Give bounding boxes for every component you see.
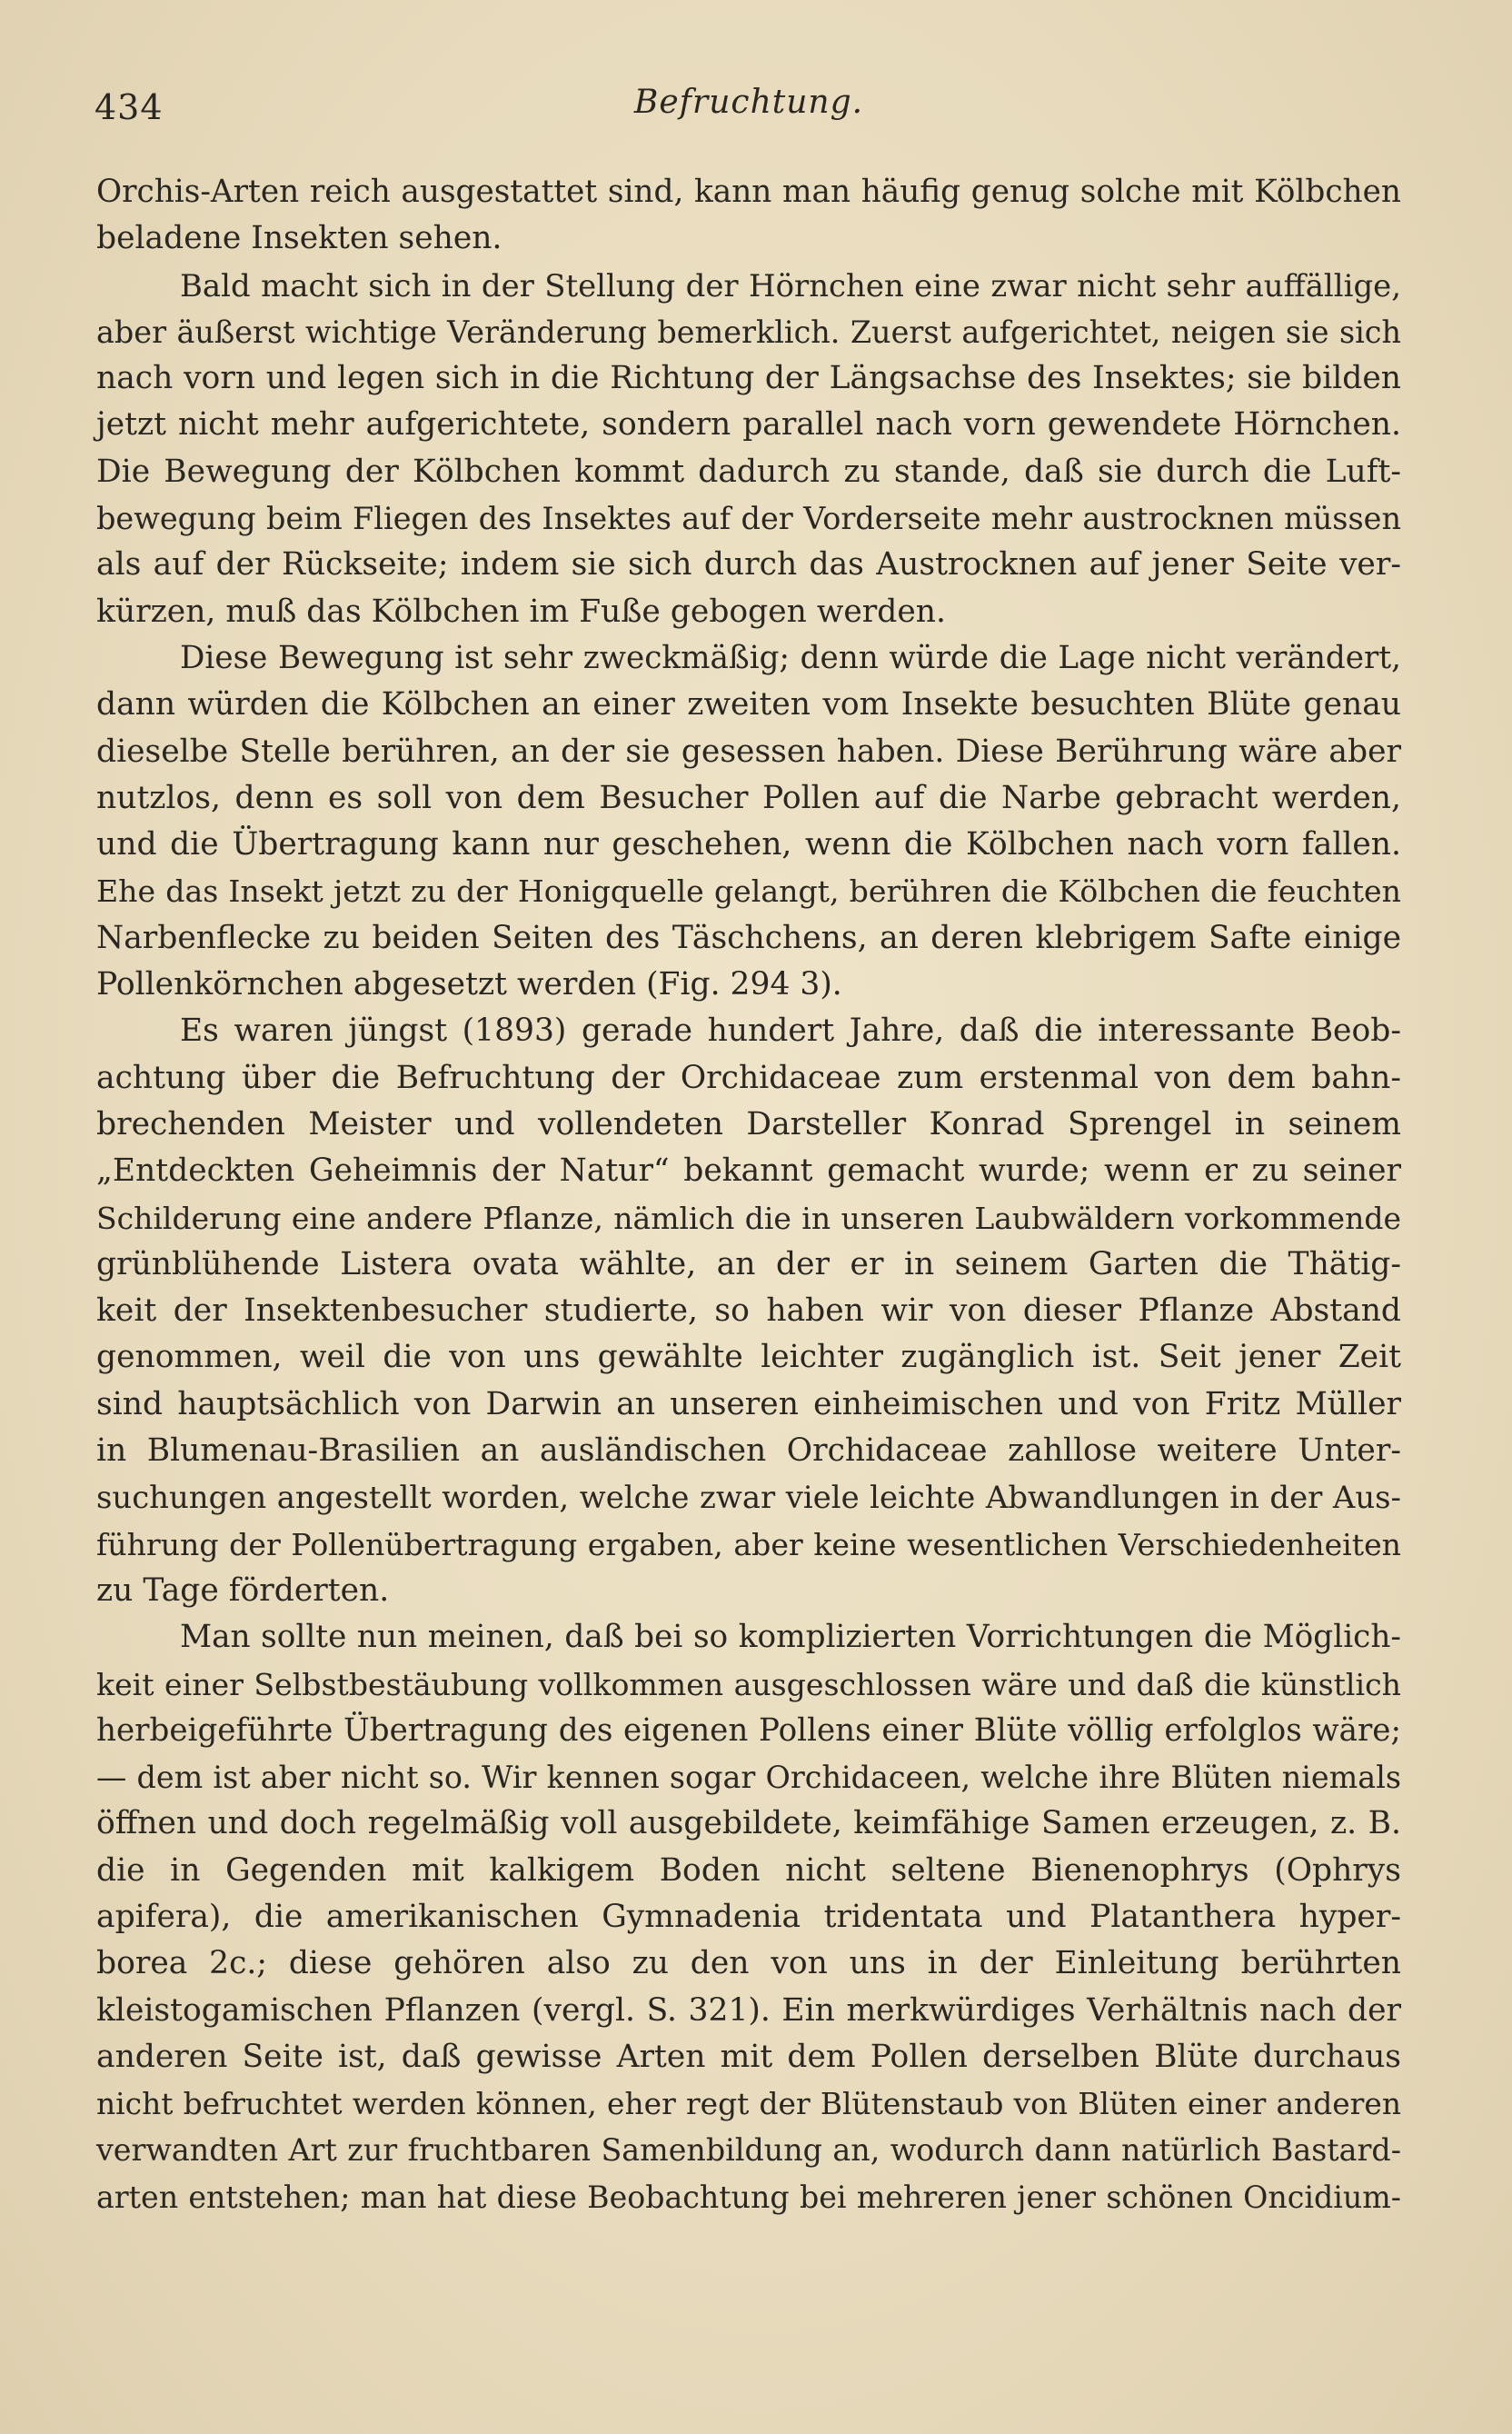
paragraph <box>96 169 1401 263</box>
text-line: Orchis-Arten reich ausgestattet sind, kann man häufig genug solche mit Kölbchen <box>96 174 1401 210</box>
text-line: arten entstehen; man hat diese Beobachtung bei mehreren jener schönen Oncidium- <box>96 2179 1401 2215</box>
text-line: genommen, weil die von uns gewählte leichter zugänglich ist. Seit jener Zeit <box>96 1339 1401 1376</box>
page-header <box>94 84 1403 138</box>
text-line: zu Tage förderten. <box>96 1571 390 1609</box>
text-line: anderen Seite ist, daß gewisse Arten mit dem Pollen derselben Blüte durchaus <box>96 2038 1401 2075</box>
text-line: bewegung beim Fliegen des Insektes auf der Vorderseite mehr austrocknen müssen <box>96 501 1401 537</box>
text-line: keit einer Selbstbestäubung vollkommen ausgeschlossen wäre und daß die künstlich <box>96 1666 1401 1702</box>
text-line: nach vorn und legen sich in die Richtung der Längsachse des Insektes; sie bilden <box>96 360 1401 397</box>
text-line: herbeigeführte Übertragung des eigenen Pollens einer Blüte völlig erfolglos wäre; <box>96 1711 1401 1749</box>
text-line: nutzlos, denn es soll von dem Besucher Pollen auf die Narbe gebracht werden, <box>96 779 1401 816</box>
text-line: dieselbe Stelle berühren, an der sie gesessen haben. Diese Berührung wäre aber <box>96 733 1401 770</box>
text-line: „Entdeckten Geheimnis der Natur“ bekannt gemacht wurde; wenn er zu seiner <box>96 1152 1401 1190</box>
text-line: beladene Insekten sehen. <box>96 220 502 257</box>
text-line: Narbenflecke zu beiden Seiten des Täschchens, an deren klebrigem Safte einige <box>96 919 1401 956</box>
text-line: in Blumenau-Brasilien an ausländischen Orchidaceae zahllose weitere Unter- <box>96 1432 1401 1470</box>
text-line: achtung über die Befruchtung der Orchidaceae zum erstenmal von dem bahn- <box>96 1059 1401 1096</box>
page-number: 434 <box>94 87 164 127</box>
text-line: die in Gegenden mit kalkigem Boden nicht seltene Bienenophrys (Ophrys <box>96 1851 1401 1889</box>
text-line: Die Bewegung der Kölbchen kommt dadurch zu stande, daß sie durch die Luft- <box>96 453 1401 490</box>
text-line: keit der Insektenbesucher studierte, so haben wir von dieser Pflanze Abstand <box>96 1292 1401 1330</box>
paragraph <box>96 1008 1401 1614</box>
text-line: öffnen und doch regelmäßig voll ausgebildete, keimfähige Samen erzeugen, z. B. <box>96 1805 1401 1842</box>
text-line: suchungen angestellt worden, welche zwar viele leichte Abwandlungen in der Aus- <box>96 1480 1401 1516</box>
text-line: borea 2c.; diese gehören also zu den von uns in der Einleitung berührten <box>96 1945 1401 1982</box>
paragraph <box>96 263 1401 635</box>
text-line: grünblühende Listera ovata wählte, an der er in seinem Garten die Thätig- <box>96 1245 1401 1282</box>
text-line: kürzen, muß das Kölbchen im Fuße gebogen werden. <box>96 593 946 630</box>
text-line: kleistogamischen Pflanzen (vergl. S. 321). Ein merkwürdiges Verhältnis nach der <box>96 1991 1401 2029</box>
text-line: und die Übertragung kann nur geschehen, wenn die Kölbchen nach vorn fallen. <box>96 826 1401 863</box>
text-line: brechenden Meister und vollendeten Darsteller Konrad Sprengel in seinem <box>96 1105 1401 1142</box>
text-line: dann würden die Kölbchen an einer zweiten vom Insekte besuchten Blüte genau <box>96 686 1401 723</box>
body-text <box>96 169 1401 2220</box>
text-line: Diese Bewegung ist sehr zweckmäßig; denn würde die Lage nicht verändert, <box>180 639 1401 676</box>
text-line: als auf der Rückseite; indem sie sich durch das Austrocknen auf jener Seite ver- <box>96 546 1401 584</box>
text-line: Pollenkörnchen abgesetzt werden (Fig. 294 3). <box>96 966 842 1003</box>
running-head: Befruchtung. <box>633 84 864 121</box>
paragraph <box>96 1614 1401 2220</box>
text-line: Schilderung eine andere Pflanze, nämlich die in unseren Laubwäldern vorkommende <box>96 1200 1401 1236</box>
text-line: Bald macht sich in der Stellung der Hörnchen eine zwar nicht sehr auffällige, <box>180 267 1401 304</box>
text-line: aber äußerst wichtige Veränderung bemerklich. Zuerst aufgerichtet, neigen sie sich <box>96 314 1401 350</box>
text-line: verwandten Art zur fruchtbaren Samenbildung an, wodurch dann natürlich Bastard- <box>96 2132 1401 2169</box>
text-line: Man sollte nun meinen, daß bei so komplizierten Vorrichtungen die Möglich- <box>180 1619 1401 1656</box>
text-line: apifera), die amerikanischen Gymnadenia tridentata und Platanthera hyper- <box>96 1898 1401 1935</box>
text-line: — dem ist aber nicht so. Wir kennen sogar Orchidaceen, welche ihre Blüten niemals <box>96 1760 1401 1796</box>
text-line: jetzt nicht mehr aufgerichtete, sondern parallel nach vorn gewendete Hörnchen. <box>96 406 1401 444</box>
text-line: sind hauptsächlich von Darwin an unseren einheimischen und von Fritz Müller <box>96 1385 1401 1422</box>
text-line: Es waren jüngst (1893) gerade hundert Jahre, daß die interessante Beob- <box>180 1013 1401 1050</box>
text-line: Ehe das Insekt jetzt zu der Honigquelle gelangt, berühren die Kölbchen die feuchten <box>96 873 1401 910</box>
paragraph <box>96 635 1401 1008</box>
text-line: nicht befruchtet werden können, eher regt der Blütenstaub von Blüten einer anderen <box>96 2086 1401 2122</box>
text-line: führung der Pollenübertragung ergaben, aber keine wesentlichen Verschiedenheiten <box>96 1526 1401 1562</box>
